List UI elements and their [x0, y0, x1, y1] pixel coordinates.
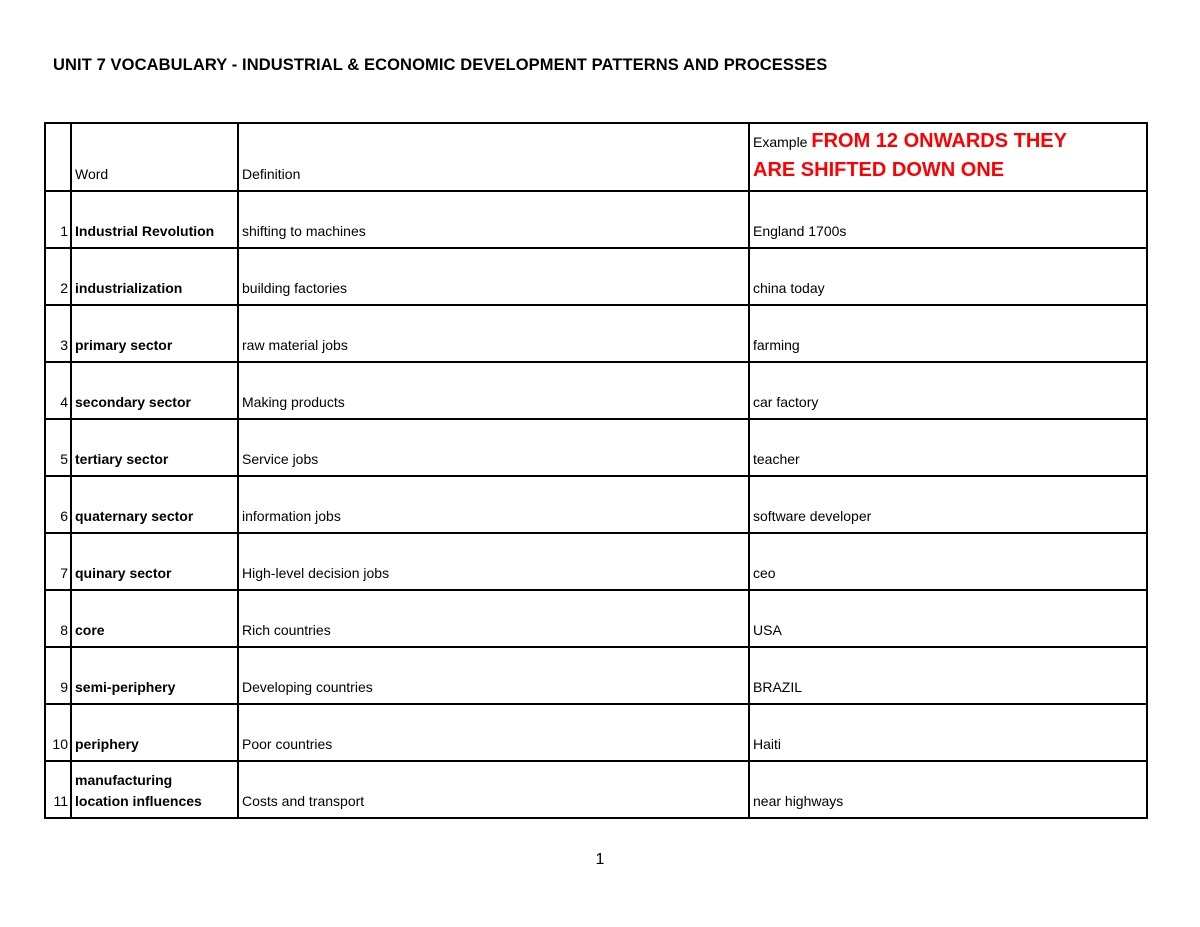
row-definition: Service jobs	[238, 419, 749, 476]
header-number	[45, 123, 71, 191]
header-definition: Definition	[238, 123, 749, 191]
table-row	[45, 761, 1147, 818]
row-number: 1	[45, 191, 71, 248]
row-number: 11	[45, 761, 71, 818]
shift-note-line2: ARE SHIFTED DOWN ONE	[753, 159, 1005, 181]
row-word: semi-periphery	[71, 647, 238, 704]
page-number: 1	[595, 851, 605, 868]
row-definition: Rich countries	[238, 590, 749, 647]
row-number: 9	[45, 647, 71, 704]
row-word: quinary sector	[71, 533, 238, 590]
table-row	[45, 590, 1147, 647]
row-definition: Poor countries	[238, 704, 749, 761]
row-number: 2	[45, 248, 71, 305]
row-word: quaternary sector	[71, 476, 238, 533]
row-word: secondary sector	[71, 362, 238, 419]
row-example: England 1700s	[749, 191, 1147, 248]
header-word: Word	[71, 123, 238, 191]
row-definition: building factories	[238, 248, 749, 305]
row-number: 3	[45, 305, 71, 362]
table-row	[45, 362, 1147, 419]
row-example: Haiti	[749, 704, 1147, 761]
row-word-line1: manufacturing	[75, 772, 173, 788]
row-word: core	[71, 590, 238, 647]
row-number: 7	[45, 533, 71, 590]
row-number: 8	[45, 590, 71, 647]
row-word: industrialization	[71, 248, 238, 305]
example-label: Example	[753, 134, 808, 150]
table-row	[45, 533, 1147, 590]
row-definition: Developing countries	[238, 647, 749, 704]
row-definition: Costs and transport	[238, 761, 749, 818]
table-row	[45, 248, 1147, 305]
row-word: primary sector	[71, 305, 238, 362]
row-word: tertiary sector	[71, 419, 238, 476]
row-word: periphery	[71, 704, 238, 761]
vocabulary-table	[44, 122, 1148, 819]
row-example: car factory	[749, 362, 1147, 419]
row-definition: information jobs	[238, 476, 749, 533]
row-example: software developer	[749, 476, 1147, 533]
table-header-row	[45, 123, 1147, 191]
row-word: Industrial Revolution	[71, 191, 238, 248]
row-example: ceo	[749, 533, 1147, 590]
row-number: 4	[45, 362, 71, 419]
row-word	[71, 761, 238, 818]
row-example: farming	[749, 305, 1147, 362]
row-number: 5	[45, 419, 71, 476]
page-title: UNIT 7 VOCABULARY - INDUSTRIAL & ECONOMIC DEVELOPMENT PATTERNS AND PROCESSES	[53, 56, 828, 74]
row-number: 6	[45, 476, 71, 533]
table-row	[45, 647, 1147, 704]
table-row	[45, 191, 1147, 248]
row-example: near highways	[749, 761, 1147, 818]
shift-note-line1: FROM 12 ONWARDS THEY	[811, 130, 1067, 152]
row-number: 10	[45, 704, 71, 761]
row-example: china today	[749, 248, 1147, 305]
table-row	[45, 476, 1147, 533]
header-example	[749, 123, 1147, 191]
table-row	[45, 704, 1147, 761]
row-definition: shifting to machines	[238, 191, 749, 248]
table-row	[45, 305, 1147, 362]
row-example: USA	[749, 590, 1147, 647]
table-row	[45, 419, 1147, 476]
row-definition: High-level decision jobs	[238, 533, 749, 590]
row-word-line2: location influences	[75, 793, 202, 809]
row-example: teacher	[749, 419, 1147, 476]
row-example: BRAZIL	[749, 647, 1147, 704]
row-definition: raw material jobs	[238, 305, 749, 362]
row-definition: Making products	[238, 362, 749, 419]
